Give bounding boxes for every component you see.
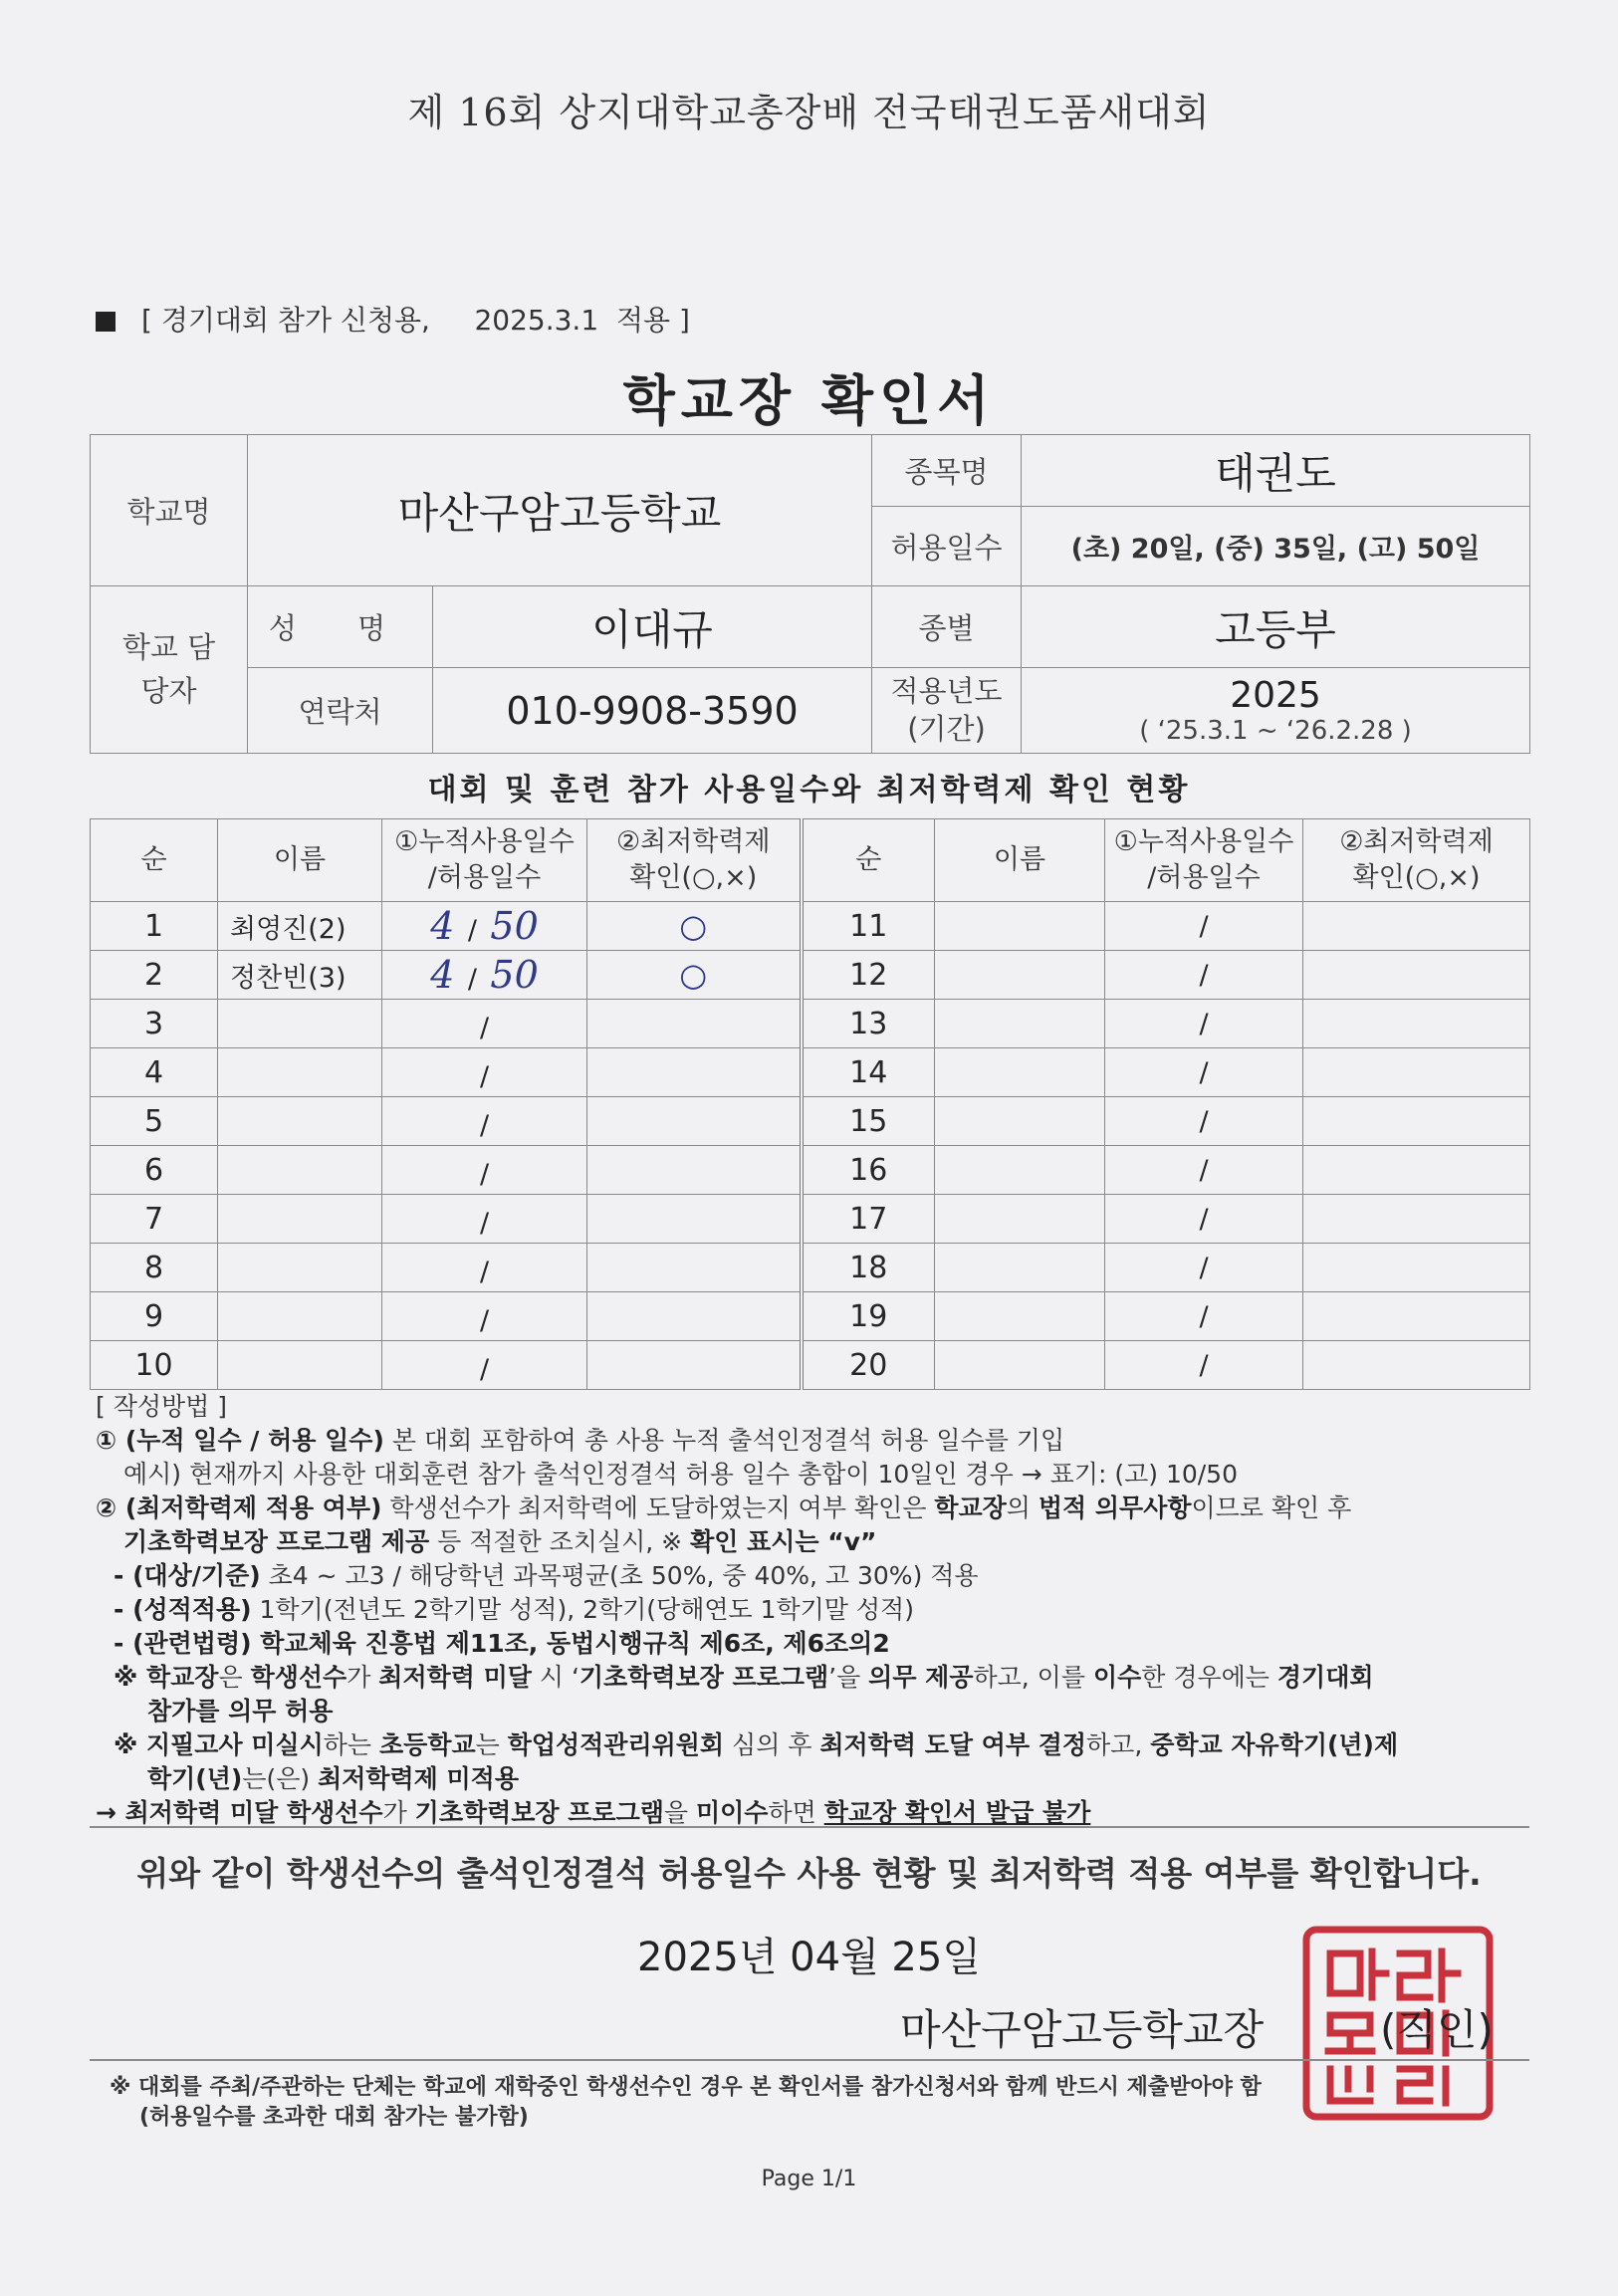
footnote-line2: (허용일수를 초과한 대회 참가는 불가함) [139,2105,529,2130]
instructions-heading: [ 작성방법 ] [96,1392,228,1421]
participation-table [90,818,1530,1390]
row-number-text: 6 [143,1152,164,1188]
row-number-right-text: 20 [849,1347,888,1383]
days-separator-right: / [1199,1300,1209,1332]
divider-line [90,1826,1529,1828]
days-used-allowed-right [1105,1195,1303,1244]
athlete-name [218,1341,382,1390]
divider-line-bottom [90,2059,1529,2061]
athlete-name [218,1000,382,1048]
table-row [91,1292,1530,1341]
table-row [91,1341,1530,1390]
row-number-right-text: 19 [849,1298,888,1334]
days-separator: / [479,1110,490,1141]
instruction-2: ② (최저학력제 적용 여부) 학생선수가 최저학력에 도달하였는지 여부 확인은 학교장의 법적 의무사항이므로 확인 후 [96,1493,1352,1522]
row-number-right-text: 15 [849,1103,888,1139]
row-number-text: 1 [143,908,164,944]
col-header-days-right-line1: ①누적사용일수 [1113,825,1294,857]
athlete-name [218,1146,382,1195]
row-number-right [802,1048,935,1097]
row-number-right [802,1000,935,1048]
athlete-name [218,902,382,951]
days-used-allowed-right [1105,1000,1303,1048]
table-row [91,1244,1530,1292]
athlete-name-right [935,1097,1105,1146]
footnote [110,2073,1533,2133]
table-row [91,1146,1530,1195]
athlete-name-right [935,1292,1105,1341]
min-academic-check-right [1303,1048,1530,1097]
col-header-name: 이름 [218,819,382,902]
sport-value: 태권도 [1022,435,1530,507]
min-academic-check [587,1341,802,1390]
row-number-right-text: 18 [849,1250,888,1285]
footnote-line1: ※ 대회를 주최/주관하는 단체는 학교에 재학중인 학생선수인 경우 본 확인서를 참가신청서와 함께 반드시 제출받아야 함 [110,2075,1262,2100]
row-number-right-text: 17 [849,1201,888,1237]
person-name-value: 이대규 [433,586,872,668]
event-title: 제 16회 상지대학교총장배 전국태권도품새대회 [407,91,1211,134]
division-label: 종별 [872,586,1022,668]
row-number [91,1195,218,1244]
days-used-allowed-right [1105,1048,1303,1097]
days-used-allowed-right [1105,1292,1303,1341]
col-header-name-right: 이름 [935,819,1105,902]
table-row [91,1195,1530,1244]
athlete-name-text: 최영진(2) [230,913,347,945]
instructions [96,1390,1539,1830]
row-number [91,902,218,951]
athlete-name-right [935,902,1105,951]
col-header-days-line1: ①누적사용일수 [394,825,575,857]
days-used-allowed [382,1146,587,1195]
row-number-right [802,1244,935,1292]
note-elementary: ※ 지필고사 미실시하는 초등학교는 학업성적관리위원회 심의 후 최저학력 도달 여부 결정하고, 중학교 자유학기(년)제 [114,1730,1399,1759]
days-used-allowed [382,1195,587,1244]
col-header-days-line2: /허용일수 [427,862,542,893]
note-arrow: → 최저학력 미달 학생선수가 기초학력보장 프로그램을 미이수하면 학교장 확인서 발급 불가 [96,1798,1091,1827]
application-note [96,299,690,339]
row-number-text: 10 [134,1347,173,1383]
days-used-allowed-right [1105,902,1303,951]
school-info-table [90,434,1530,754]
row-number [91,1244,218,1292]
note-elementary-cont: 학기(년)는(은) 최저학력제 미적용 [147,1764,519,1793]
instruction-1-example: 예시) 현재까지 사용한 대회훈련 참가 출석인정결석 허용 일수 총합이 10일인 경우 → 표기: (고) 10/50 [123,1460,1238,1489]
square-bullet-icon [96,312,116,332]
row-number-right-text: 11 [849,908,888,944]
row-number-right [802,902,935,951]
year-period: ( ‘25.3.1 ~ ‘26.2.28 ) [1139,716,1412,746]
row-number-text: 7 [143,1201,164,1237]
days-separator: / [467,964,477,995]
year-label-line2: (기간) [907,711,986,746]
days-separator: / [479,1257,490,1287]
row-number-text: 4 [143,1054,164,1090]
table-row [91,1000,1530,1048]
days-separator-right: / [1199,1252,1209,1283]
row-number-right [802,1097,935,1146]
min-academic-check-mark: ○ [679,907,708,945]
section-title: 대회 및 훈련 참가 사용일수와 최저학력제 확인 현황 [427,773,1191,807]
table-row [91,1097,1530,1146]
days-used-allowed [382,1048,587,1097]
min-academic-check-right [1303,902,1530,951]
row-number-right [802,951,935,1000]
col-header-check-line2: 확인(○,×) [629,862,758,893]
days-used-allowed [382,1341,587,1390]
days-used-allowed [382,902,587,951]
detail-law: - (관련법령) 학교체육 진흥법 제11조, 동법시행규칙 제6조, 제6조의2 [114,1629,890,1658]
min-academic-check [587,1048,802,1097]
row-number-right [802,1292,935,1341]
note-principal-cont: 참가를 의무 허용 [147,1697,334,1725]
days-used-allowed [382,951,587,1000]
note-principal: ※ 학교장은 학생선수가 최저학력 미달 시 ‘기초학력보장 프로그램’을 의무 제공하고, 이를 이수한 경우에는 경기대회 [114,1663,1374,1692]
athlete-name [218,951,382,1000]
days-separator: / [479,1305,490,1336]
days-used: 4 [430,904,455,948]
document-title: 학교장 확인서 [622,369,996,432]
col-header-check [587,819,802,902]
col-header-check-right-line2: 확인(○,×) [1352,862,1481,893]
min-academic-check-right [1303,1244,1530,1292]
table-row [91,951,1530,1000]
days-separator-right: / [1199,1056,1209,1088]
min-academic-check [587,951,802,1000]
days-separator: / [479,1208,490,1239]
allowed-days-label: 허용일수 [872,507,1022,586]
row-number-right [802,1341,935,1390]
staff-label: 학교 담당자 [91,586,248,754]
col-header-days-right-line2: /허용일수 [1147,862,1261,893]
allowed-days-value: (초) 20일, (중) 35일, (고) 50일 [1022,507,1530,586]
min-academic-check-right [1303,1146,1530,1195]
min-academic-check [587,902,802,951]
col-header-days [382,819,587,902]
col-header-check-line1: ②최저학력제 [615,825,771,857]
instruction-2-cont: 기초학력보장 프로그램 제공 등 적절한 조치실시, ※ 확인 표시는 “v” [123,1527,877,1556]
days-separator-right: / [1199,959,1209,991]
min-academic-check-right [1303,1097,1530,1146]
athlete-name-right [935,1244,1105,1292]
min-academic-check [587,1146,802,1195]
days-separator-right: / [1199,1154,1209,1186]
row-number [91,1292,218,1341]
year-cell [1022,668,1530,754]
seal-role: (직인) [1380,2005,1494,2054]
issue-date: 2025년 04월 25일 [637,1935,981,1980]
athlete-name-right [935,1195,1105,1244]
min-academic-check [587,1292,802,1341]
min-academic-check-right [1303,1292,1530,1341]
row-number-right-text: 14 [849,1054,888,1090]
row-number-text: 9 [143,1298,164,1334]
athlete-name-right [935,1341,1105,1390]
athlete-name-right [935,951,1105,1000]
days-used-allowed [382,1292,587,1341]
days-separator-right: / [1199,1203,1209,1235]
col-header-no: 순 [91,819,218,902]
detail-target: - (대상/기준) 초4 ~ 고3 / 해당학년 과목평균(초 50%, 중 40%, 고 30%) 적용 [114,1561,979,1590]
days-separator: / [467,915,477,946]
row-number-text: 3 [143,1006,164,1041]
row-number-right-text: 16 [849,1152,888,1188]
athlete-name-text: 정찬빈(3) [230,962,347,994]
row-number-right-text: 13 [849,1006,888,1041]
days-separator-right: / [1199,910,1209,942]
athlete-name [218,1195,382,1244]
athlete-name [218,1097,382,1146]
table-row [91,902,1530,951]
col-header-no-right: 순 [802,819,935,902]
days-used-allowed-right [1105,1341,1303,1390]
row-number-text: 5 [143,1103,164,1139]
instruction-1: ① (누적 일수 / 허용 일수) 본 대회 포함하여 총 사용 누적 출석인정결석 허용 일수를 기입 [96,1426,1065,1455]
days-used-allowed-right [1105,1244,1303,1292]
athlete-name-right [935,1048,1105,1097]
row-number-text: 2 [143,957,164,993]
row-number [91,1097,218,1146]
detail-grades: - (성적적용) 1학기(전년도 2학기말 성적), 2학기(당해연도 1학기말 성적) [114,1595,914,1624]
days-used-allowed [382,1000,587,1048]
row-number [91,1341,218,1390]
row-number [91,951,218,1000]
athlete-name [218,1048,382,1097]
row-number-right [802,1195,935,1244]
days-separator-right: / [1199,1008,1209,1039]
days-used: 4 [430,953,455,997]
days-separator-right: / [1199,1349,1209,1381]
principal-name: 마산구암고등학교장 [900,2005,1265,2054]
table-row [91,1048,1530,1097]
days-allowed: 50 [490,953,539,997]
year-value: 2025 [1230,675,1321,716]
days-allowed: 50 [490,904,539,948]
min-academic-check [587,1195,802,1244]
contact-value: 010-9908-3590 [433,668,872,754]
athlete-name-right [935,1146,1105,1195]
athlete-name [218,1292,382,1341]
days-separator: / [479,1061,490,1092]
min-academic-check-right [1303,1341,1530,1390]
days-used-allowed-right [1105,951,1303,1000]
row-number-right [802,1146,935,1195]
row-number [91,1048,218,1097]
row-number-text: 8 [143,1250,164,1285]
min-academic-check-right [1303,951,1530,1000]
days-used-allowed [382,1244,587,1292]
days-separator: / [479,1159,490,1190]
athlete-name-right [935,1000,1105,1048]
row-number [91,1146,218,1195]
page-number: Page 1/1 [761,2167,857,2191]
min-academic-check-mark: ○ [679,956,708,994]
division-value: 고등부 [1022,586,1530,668]
min-academic-check [587,1097,802,1146]
table-header-row [91,819,1530,902]
min-academic-check [587,1244,802,1292]
col-header-days-right [1105,819,1303,902]
min-academic-check-right [1303,1000,1530,1048]
year-label [872,668,1022,754]
sport-label: 종목명 [872,435,1022,507]
days-used-allowed-right [1105,1146,1303,1195]
row-number-right-text: 12 [849,957,888,993]
athlete-name [218,1244,382,1292]
col-header-check-right-line1: ②최저학력제 [1339,825,1494,857]
days-separator-right: / [1199,1105,1209,1137]
participation-table-body [91,902,1530,1390]
person-name-label: 성 명 [248,586,433,668]
school-name-value: 마산구암고등학교 [248,435,872,586]
days-used-allowed-right [1105,1097,1303,1146]
days-separator: / [479,1354,490,1385]
application-note-text: [ 경기대회 참가 신청용, 2025.3.1 적용 ] [141,304,690,337]
year-label-line1: 적용년도 [890,673,1003,708]
min-academic-check [587,1000,802,1048]
min-academic-check-right [1303,1195,1530,1244]
days-separator: / [479,1013,490,1043]
contact-label: 연락처 [248,668,433,754]
school-name-label: 학교명 [91,435,248,586]
col-header-check-right [1303,819,1530,902]
row-number [91,1000,218,1048]
confirmation-statement: 위와 같이 학생선수의 출석인정결석 허용일수 사용 현황 및 최저학력 적용 여부를 확인합니다. [136,1854,1482,1893]
days-used-allowed [382,1097,587,1146]
